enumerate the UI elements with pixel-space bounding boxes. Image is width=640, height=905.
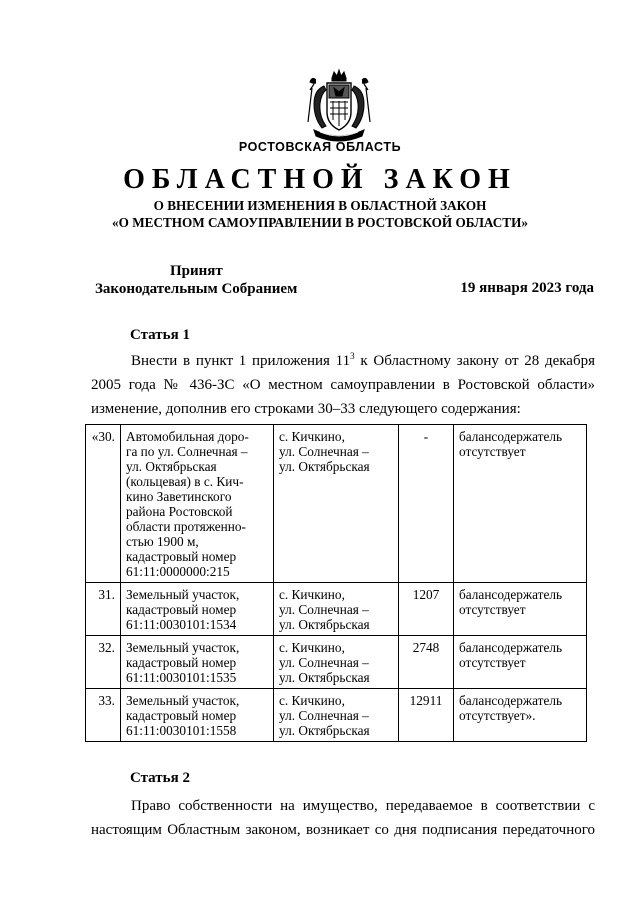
object-description-line: 61:11:0030101:1558 <box>126 723 237 738</box>
row-number: 31. <box>86 583 121 636</box>
table-row <box>86 636 587 689</box>
adoption-date: 19 января 2023 года <box>460 280 594 296</box>
object-description-line: кадастровый номер <box>126 602 237 617</box>
balance-holder-line: отсутствует». <box>459 708 536 723</box>
balance-holder <box>454 583 587 636</box>
law-title: ОБЛАСТНОЙ ЗАКОН <box>123 164 517 195</box>
article-1-line1: Внести в пункт 1 приложения $11^3$ к Областному закону от 28 декабря <box>131 351 595 369</box>
object-description-line: 61:11:0030101:1535 <box>126 670 237 685</box>
coat-of-arms-icon <box>300 68 378 144</box>
object-description-line: кадастровый номер <box>126 708 237 723</box>
object-description-line: района Ростовской <box>126 504 233 519</box>
article-2-heading: Статья 2 <box>130 770 190 786</box>
row-number: 33. <box>86 689 121 742</box>
object-description-line: Автомобильная доро- <box>126 429 249 444</box>
object-description-line: стью 1900 м, <box>126 534 199 549</box>
balance-holder-line: балансодержатель <box>459 429 563 444</box>
object-address <box>274 689 399 742</box>
article-1-line2: 2005 года № 436-ЗС «О местном самоуправлении в Ростовской области» <box>91 377 595 393</box>
object-address-line: ул. Солнечная – <box>279 655 369 670</box>
object-description <box>121 583 274 636</box>
balance-holder <box>454 425 587 583</box>
article-2-text <box>91 794 595 842</box>
object-address-line: с. Кичкино, <box>279 693 345 708</box>
object-description-line: га по ул. Солнечная – <box>126 444 248 459</box>
object-description-line: ул. Октябрьская <box>126 459 217 474</box>
object-description-line: кадастровый номер <box>126 549 237 564</box>
article-1-line3: изменение, дополнив его строками 30–33 следующего содержания: <box>91 401 521 417</box>
object-description <box>121 425 274 583</box>
object-address-line: ул. Октябрьская <box>279 670 370 685</box>
object-address <box>274 583 399 636</box>
object-description-line: кадастровый номер <box>126 655 237 670</box>
balance-holder-line: отсутствует <box>459 444 526 459</box>
table-row <box>86 689 587 742</box>
object-address-line: с. Кичкино, <box>279 587 345 602</box>
adopted-label: Принят <box>170 263 223 279</box>
object-description-line: 61:11:0030101:1534 <box>126 617 237 632</box>
object-description-line: (кольцевая) в с. Кич- <box>126 474 244 489</box>
object-description-line: кино Заветинского <box>126 489 232 504</box>
balance-holder-line: балансодержатель <box>459 640 563 655</box>
object-description-line: области протяженно- <box>126 519 246 534</box>
object-description-line: Земельный участок, <box>126 693 240 708</box>
object-address <box>274 425 399 583</box>
objects-table <box>85 424 587 742</box>
region-name: РОСТОВСКАЯ ОБЛАСТЬ <box>238 140 402 154</box>
object-area: 1207 <box>399 583 454 636</box>
row-number: 32. <box>86 636 121 689</box>
object-description-line: Земельный участок, <box>126 587 240 602</box>
balance-holder-line: балансодержатель <box>459 693 563 708</box>
balance-holder-line: отсутствует <box>459 655 526 670</box>
table-row <box>86 425 587 583</box>
balance-holder-line: отсутствует <box>459 602 526 617</box>
object-description <box>121 636 274 689</box>
object-description <box>121 689 274 742</box>
balance-holder <box>454 689 587 742</box>
balance-holder-line: балансодержатель <box>459 587 563 602</box>
adopted-by: Законодательным Собранием <box>95 281 298 297</box>
article-2-line2: настоящим Областным законом, возникает со дня подписания передаточного <box>91 822 595 838</box>
article-1-heading: Статья 1 <box>130 327 190 343</box>
object-address-line: ул. Солнечная – <box>279 602 369 617</box>
table-row <box>86 583 587 636</box>
object-address-line: ул. Солнечная – <box>279 708 369 723</box>
object-address-line: ул. Октябрьская <box>279 723 370 738</box>
row-number: «30. <box>86 425 121 583</box>
adoption-block <box>95 262 335 298</box>
object-address-line: ул. Солнечная – <box>279 444 369 459</box>
object-address-line: с. Кичкино, <box>279 640 345 655</box>
object-area: 12911 <box>399 689 454 742</box>
article-1-text <box>91 349 595 421</box>
object-address-line: ул. Октябрьская <box>279 617 370 632</box>
object-area: - <box>399 425 454 583</box>
object-area: 2748 <box>399 636 454 689</box>
object-address <box>274 636 399 689</box>
object-description-line: 61:11:0000000:215 <box>126 564 230 579</box>
object-address-line: с. Кичкино, <box>279 429 345 444</box>
object-address-line: ул. Октябрьская <box>279 459 370 474</box>
law-subtitle-line2: «О МЕСТНОМ САМОУПРАВЛЕНИИ В РОСТОВСКОЙ ОБЛАСТИ» <box>112 215 528 230</box>
balance-holder <box>454 636 587 689</box>
article-2-line1: Право собственности на имущество, передаваемое в соответствии с <box>131 798 595 814</box>
object-description-line: Земельный участок, <box>126 640 240 655</box>
law-subtitle-line1: О ВНЕСЕНИИ ИЗМЕНЕНИЯ В ОБЛАСТНОЙ ЗАКОН <box>153 198 487 213</box>
